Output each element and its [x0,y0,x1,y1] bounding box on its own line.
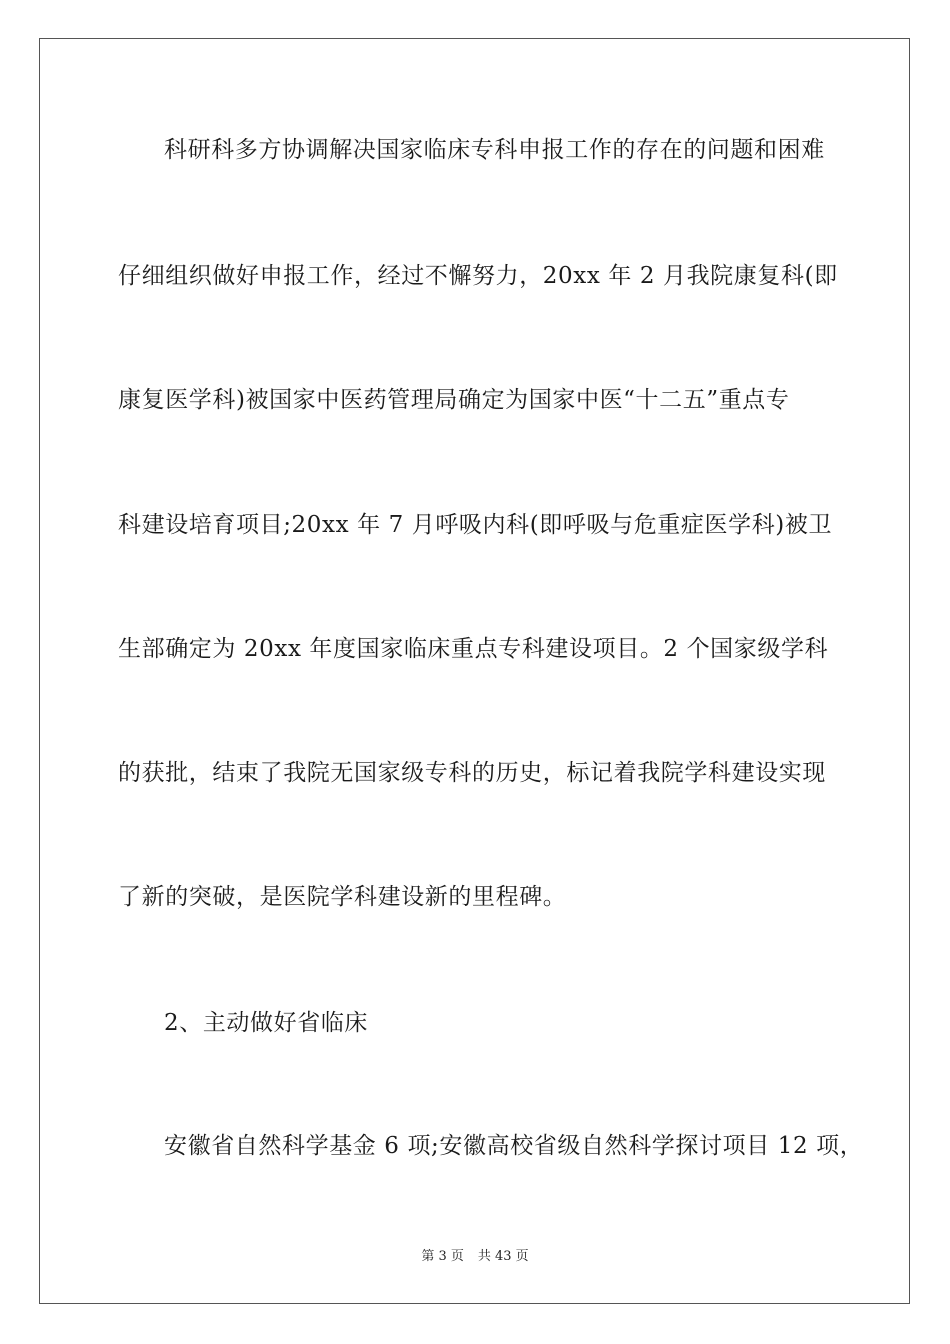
paragraph-line-3: 康复医学科)被国家中医药管理局确定为国家中医“十二五”重点专 [118,387,790,413]
paragraph-line-5: 生部确定为 20xx 年度国家临床重点专科建设项目。2 个国家级学科 [118,636,829,662]
paragraph-line-6: 的获批，结束了我院无国家级专科的历史，标记着我院学科建设实现 [118,760,826,786]
page-number: 第 3 页 [421,1249,464,1264]
paragraph-line-4: 科建设培育项目;20xx 年 7 月呼吸内科(即呼吸与危重症医学科)被卫 [118,512,833,538]
page-total: 共 43 页 [477,1249,529,1264]
page-footer [0,1248,950,1266]
paragraph-line-9: 安徽省自然科学基金 6 项;安徽高校省级自然科学探讨项目 12 项， [164,1133,864,1159]
page-border [39,38,910,1304]
paragraph-line-7: 了新的突破，是医院学科建设新的里程碑。 [118,884,567,910]
section-heading: 2、主动做好省临床 [164,1010,369,1036]
paragraph-line-1: 科研科多方协调解决国家临床专科申报工作的存在的问题和困难 [164,137,825,163]
paragraph-line-2: 仔细组织做好申报工作，经过不懈努力，20xx 年 2 月我院康复科(即 [118,263,838,289]
